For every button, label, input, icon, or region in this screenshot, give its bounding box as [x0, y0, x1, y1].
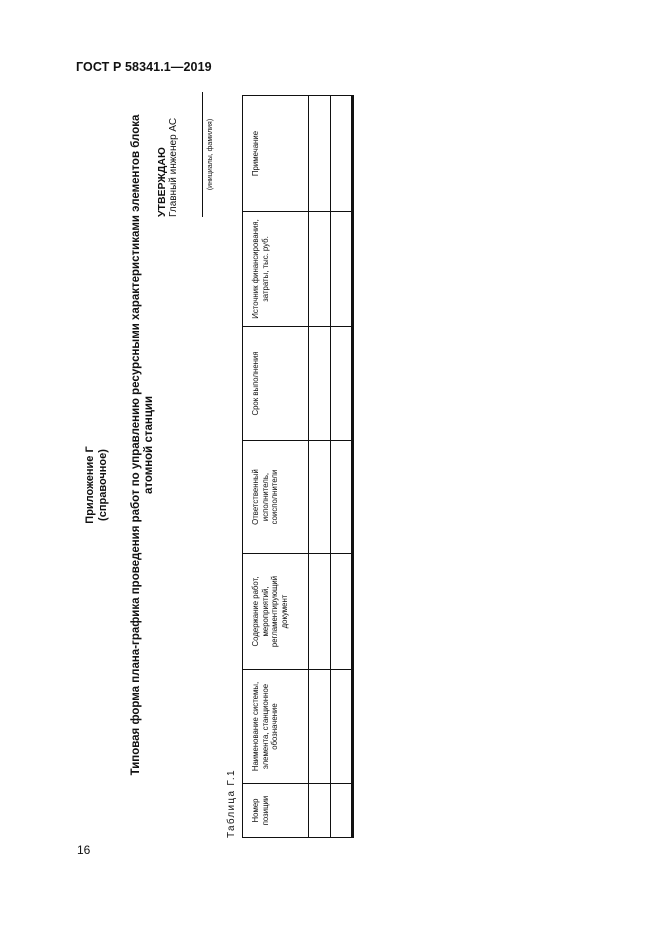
column-header-responsible: Ответственный исполнитель, соисполнители: [243, 441, 309, 554]
table-cell: [331, 441, 353, 554]
table-cell: [309, 784, 331, 838]
table-cell: [331, 670, 353, 784]
table-cell: [309, 554, 331, 670]
table-cell: [309, 212, 331, 327]
approval-position: Главный инженер АС: [168, 117, 179, 217]
table-label: Таблица Г.1: [226, 769, 237, 838]
appendix-title: Приложение Г: [84, 446, 96, 524]
table-cell: [309, 670, 331, 784]
form-title: [130, 85, 156, 805]
column-header-work-content: Содержание работ, мероприятий, регламентирующий документ: [243, 554, 309, 670]
approval-block: [156, 92, 217, 217]
table-cell: [331, 554, 353, 670]
table-cell: [309, 327, 331, 441]
column-header-deadline: Срок выполнения: [243, 327, 309, 441]
column-header-funding: Источник финансирования, затраты, тыс. руб.: [243, 212, 309, 327]
page-number: 16: [77, 843, 91, 857]
signature-caption: (инициалы, фамилия): [207, 118, 214, 191]
form-title-line-2: атомной станции: [143, 395, 155, 495]
signature-line: [180, 92, 203, 217]
column-header-note: Примечание: [243, 96, 309, 212]
table-cell: [331, 96, 353, 212]
column-header-position-number: Номер позиции: [243, 784, 309, 838]
table-cell: [309, 441, 331, 554]
approval-word: УТВЕРЖДАЮ: [156, 147, 168, 217]
table-row: [309, 96, 331, 838]
table-header-row: [243, 96, 309, 838]
appendix-heading: [84, 335, 110, 635]
table-cell: [309, 96, 331, 212]
table-cell: [331, 784, 353, 838]
table-cell: [331, 212, 353, 327]
document-code: ГОСТ Р 58341.1—2019: [76, 60, 212, 74]
table-cell: [331, 327, 353, 441]
form-title-line-1: Типовая форма плана-графика проведения работ по управлению ресурсными характеристиками элементов блока: [130, 114, 142, 776]
appendix-subtitle: (справочное): [97, 449, 109, 521]
column-header-system-element: Наименование системы, элемента, станционное обозначение: [243, 670, 309, 784]
plan-table: [242, 95, 354, 838]
table-row: [331, 96, 353, 838]
